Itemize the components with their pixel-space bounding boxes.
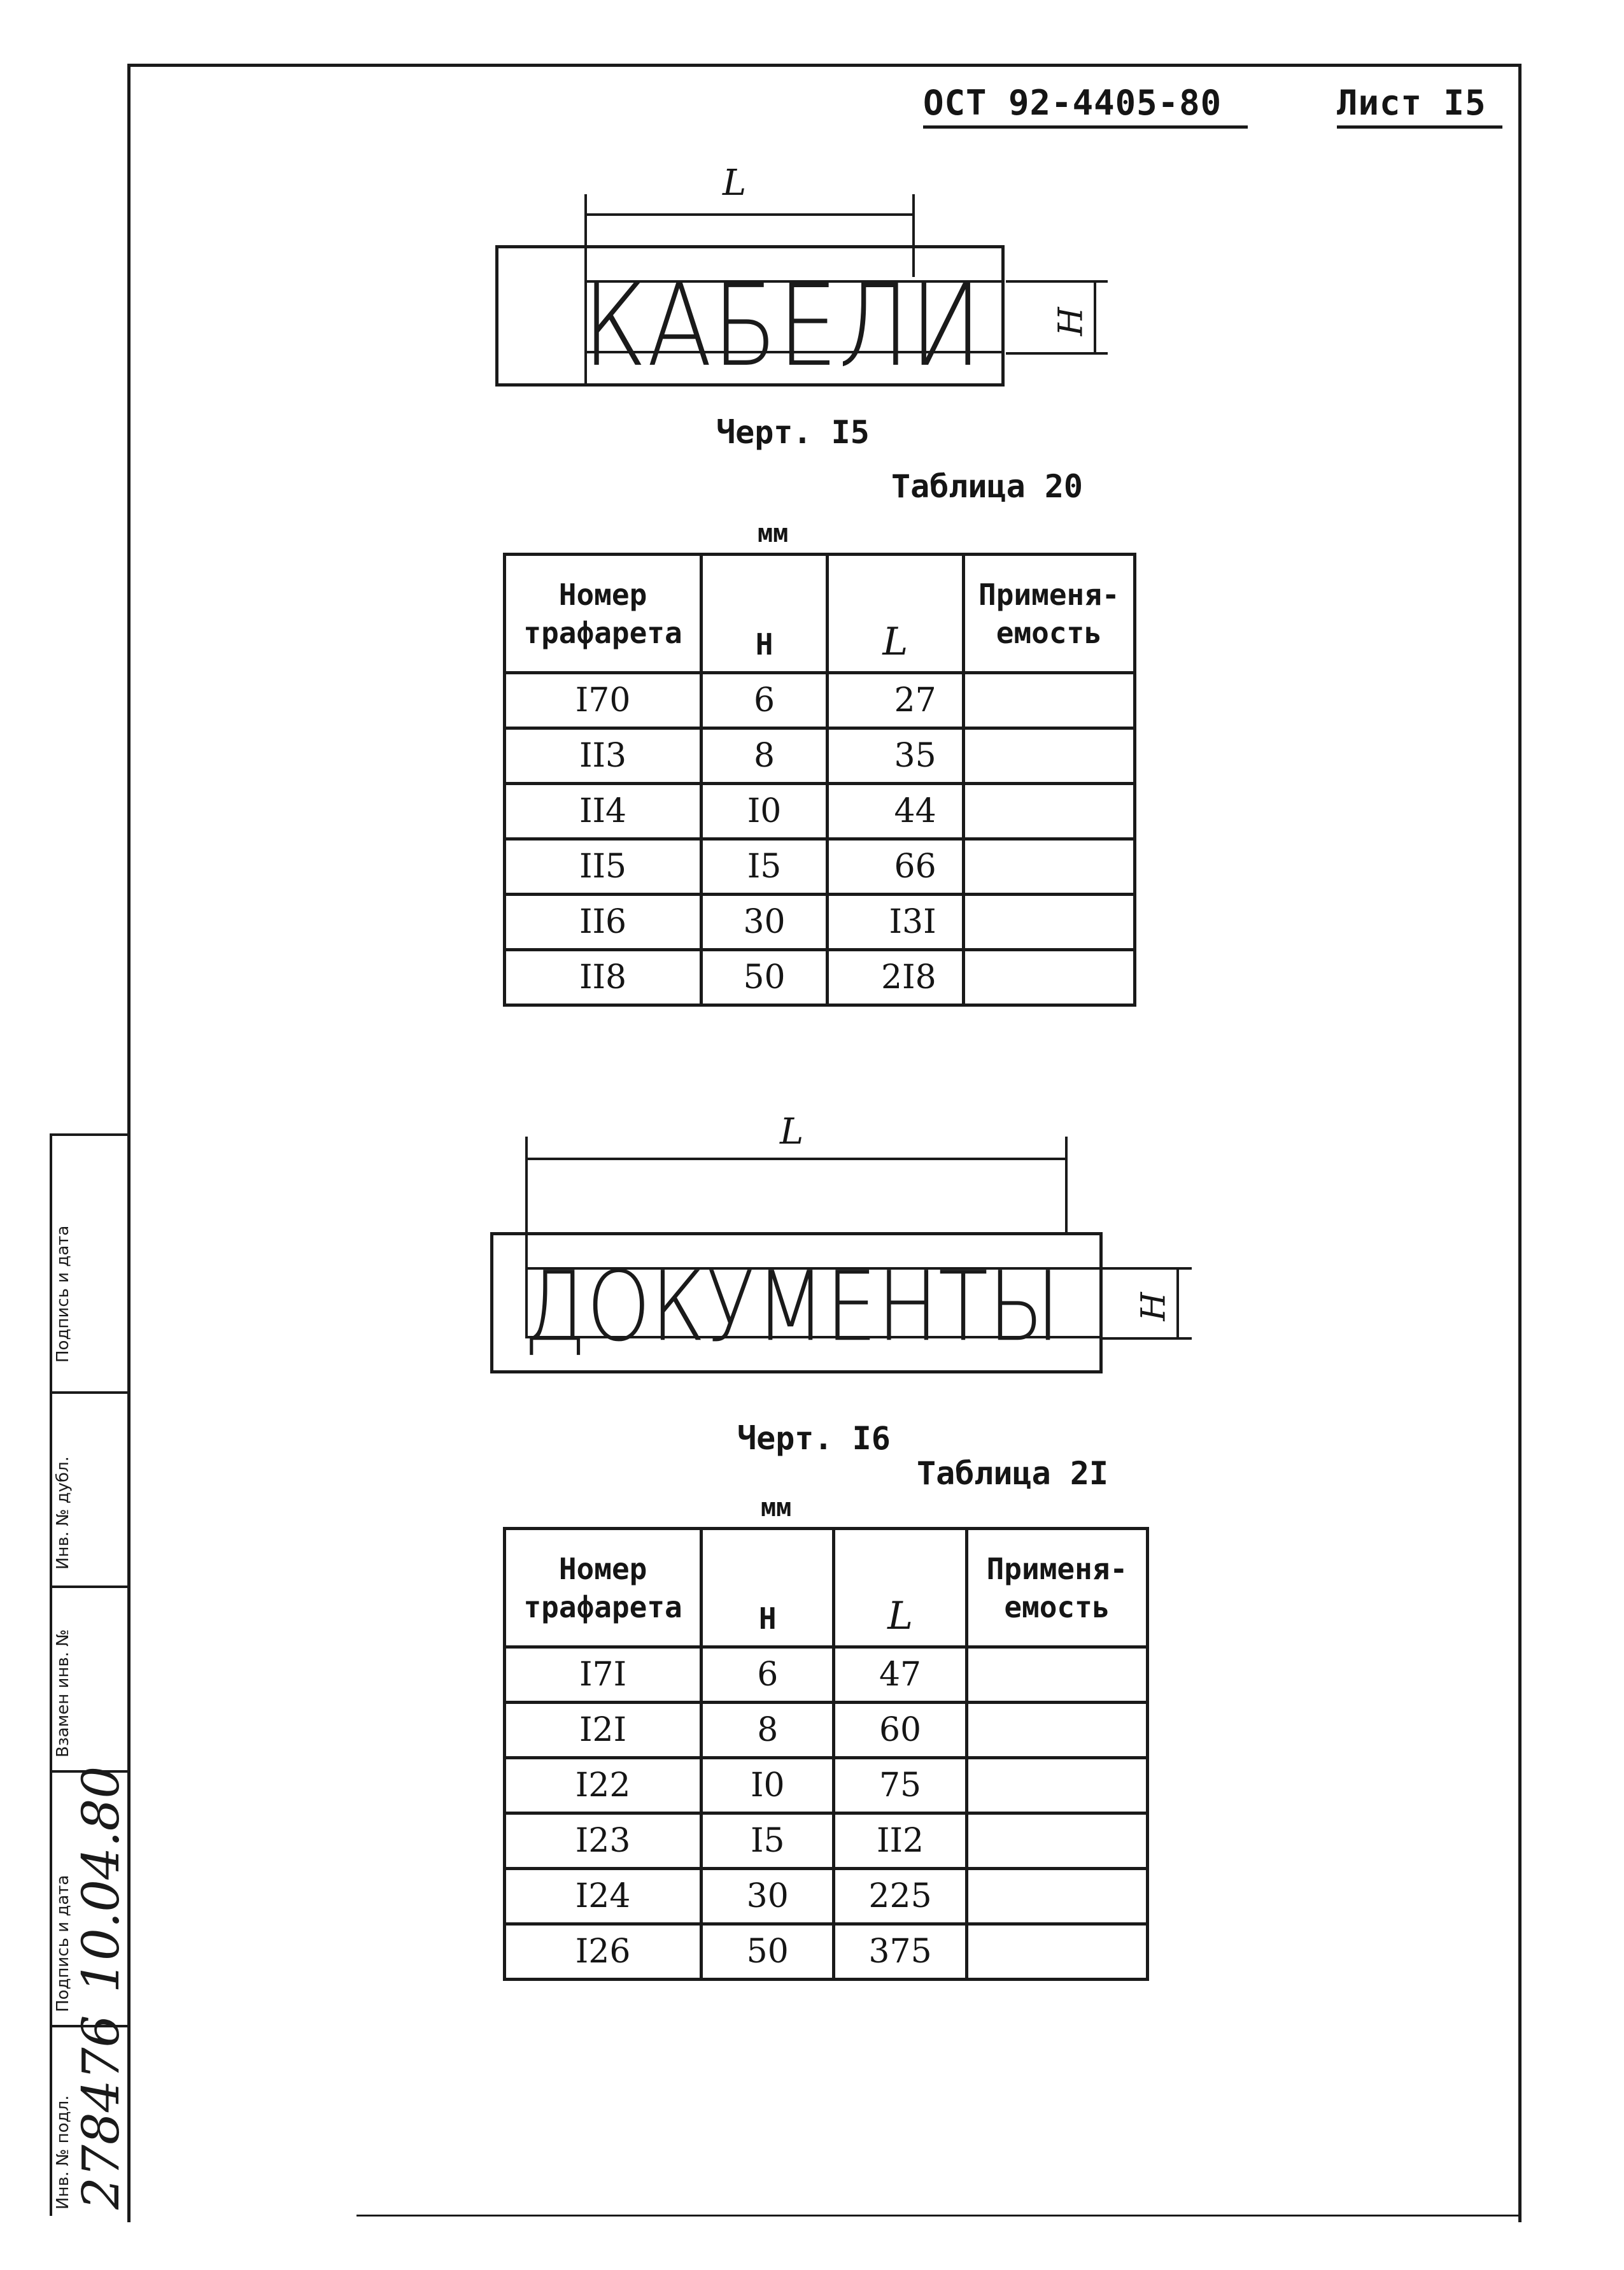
frame-right: [1518, 64, 1522, 2222]
table-20: [503, 553, 1136, 1007]
cell-h: 50: [702, 950, 828, 1005]
table-row: [505, 839, 1135, 895]
cell-h: 30: [702, 895, 828, 950]
cell-applic: [966, 1647, 1147, 1703]
table-21-title: Таблица 2I: [917, 1455, 1109, 1492]
stamp-sign-date-2: Подпись и дата: [53, 1225, 73, 1363]
cell-number: II3: [505, 728, 702, 784]
dim-label-length: L: [780, 1111, 804, 1153]
dim-label-height: H: [1134, 1292, 1173, 1321]
header-h: H: [702, 1529, 834, 1647]
stamp-inv-duplicate: Инв. № дубл.: [53, 1456, 73, 1570]
stamp-left-border: [50, 1133, 52, 2216]
cell-l: 225: [834, 1869, 967, 1924]
frame-top: [127, 64, 1522, 67]
cell-number: I2I: [505, 1703, 702, 1758]
cell-l: II2: [834, 1813, 967, 1869]
cell-h: 6: [702, 673, 828, 728]
table-21-unit: мм: [761, 1493, 792, 1522]
header-h: H: [702, 555, 828, 673]
caption-drawing-16: Черт. I6: [737, 1420, 891, 1457]
cell-number: II8: [505, 950, 702, 1005]
dim-line-length: [584, 213, 912, 216]
cell-l: 66: [828, 839, 964, 895]
cell-number: II4: [505, 784, 702, 839]
dim-tick-height: [1176, 1267, 1179, 1338]
cell-l: 47: [834, 1647, 967, 1703]
header-applicability: Применя- емость: [966, 1529, 1147, 1647]
cell-number: I23: [505, 1813, 702, 1869]
stamp-sep: [50, 1585, 127, 1588]
cell-number: I24: [505, 1869, 702, 1924]
cell-h: 8: [702, 1703, 834, 1758]
dim-tick-height: [1094, 280, 1096, 353]
table-20-unit: мм: [758, 519, 789, 548]
dim-ext-bottom: [1103, 1337, 1192, 1340]
header-number: Номер трафарета: [505, 555, 702, 673]
cell-number: II5: [505, 839, 702, 895]
table-row: [505, 1869, 1148, 1924]
cell-applic: [963, 950, 1134, 1005]
cell-applic: [963, 839, 1134, 895]
table-row: [505, 1647, 1148, 1703]
table-row: [505, 673, 1135, 728]
cell-applic: [966, 1869, 1147, 1924]
table-row: [505, 950, 1135, 1005]
cell-l: 2I8: [828, 950, 964, 1005]
dim-tick-right: [1065, 1137, 1068, 1232]
dim-ext-top: [1006, 280, 1108, 283]
table-row: [505, 1758, 1148, 1813]
cell-l: 375: [834, 1924, 967, 1980]
cell-l: 44: [828, 784, 964, 839]
header-l: L: [834, 1529, 967, 1647]
cell-h: I0: [702, 1758, 834, 1813]
table-row: [505, 1813, 1148, 1869]
table-21: [503, 1527, 1149, 1981]
cell-applic: [966, 1813, 1147, 1869]
header-l: L: [828, 555, 964, 673]
stamp-sep: [50, 1391, 127, 1394]
cell-h: 6: [702, 1647, 834, 1703]
header-applicability: Применя- емость: [963, 555, 1134, 673]
cell-number: I7I: [505, 1647, 702, 1703]
frame-bottom: [357, 2215, 1522, 2217]
stamp-inv-original: Инв. № подл.: [53, 2095, 73, 2210]
dim-label-height: H: [1052, 307, 1091, 336]
dim-label-length: L: [723, 162, 747, 204]
dim-line-length: [525, 1158, 1065, 1160]
stamp-handwritten-inv: 278476: [71, 2015, 131, 2210]
sheet-number: Лист I5: [1337, 83, 1502, 129]
cell-l: 60: [834, 1703, 967, 1758]
stamp-sep-top: [50, 1133, 127, 1136]
cell-h: 30: [702, 1869, 834, 1924]
cell-h: 50: [702, 1924, 834, 1980]
cell-applic: [966, 1703, 1147, 1758]
cell-l: 75: [834, 1758, 967, 1813]
caption-drawing-15: Черт. I5: [716, 414, 870, 451]
table-row: [505, 1924, 1148, 1980]
table-row: [505, 784, 1135, 839]
header-number: Номер трафарета: [505, 1529, 702, 1647]
table-row: [505, 1703, 1148, 1758]
cell-h: I5: [702, 1813, 834, 1869]
cell-h: I5: [702, 839, 828, 895]
cell-applic: [966, 1758, 1147, 1813]
table-20-title: Таблица 20: [891, 468, 1084, 505]
cell-applic: [966, 1924, 1147, 1980]
cell-number: II6: [505, 895, 702, 950]
cell-l: 35: [828, 728, 964, 784]
cell-number: I22: [505, 1758, 702, 1813]
cell-applic: [963, 728, 1134, 784]
sign-text-documents: ДОКУМЕНТЫ: [523, 1251, 1061, 1363]
table-row: [505, 895, 1135, 950]
table-row: [505, 728, 1135, 784]
cell-applic: [963, 673, 1134, 728]
sign-text-cables: КАБЕЛИ: [583, 261, 982, 392]
cell-number: I26: [505, 1924, 702, 1980]
dim-ext-top: [1103, 1267, 1192, 1270]
cell-h: 8: [702, 728, 828, 784]
cell-h: I0: [702, 784, 828, 839]
standard-code: ОСТ 92-4405-80: [923, 83, 1248, 129]
cell-l: I3I: [828, 895, 964, 950]
cell-l: 27: [828, 673, 964, 728]
stamp-handwritten-date: 10.04.80: [71, 1766, 131, 1993]
stamp-replaced-inv: Взамен инв. №: [53, 1629, 73, 1757]
cell-applic: [963, 784, 1134, 839]
cell-number: I70: [505, 673, 702, 728]
cell-applic: [963, 895, 1134, 950]
dim-ext-bottom: [1006, 352, 1108, 355]
stamp-sign-date-1: Подпись и дата: [53, 1875, 73, 2012]
